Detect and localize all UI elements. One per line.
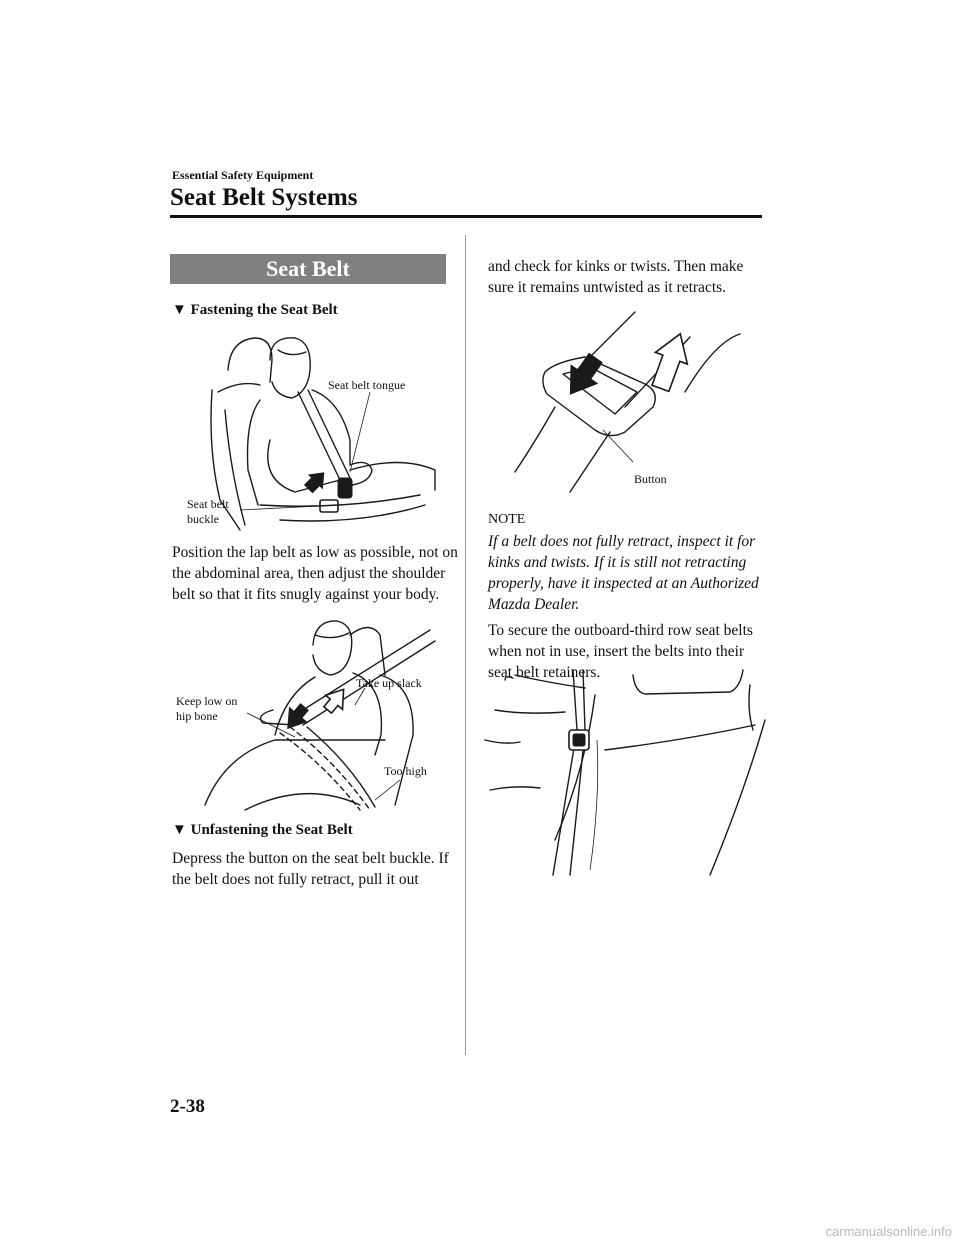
note-text: If a belt does not fully retract, inspect it for kinks and twists. If it is still not retracting properly, have it inspected at an Authorized Mazda Dealer. — [488, 533, 759, 613]
paragraph-third-row-retainers: To secure the outboard-third row seat belts when not in use, insert the belts into their seat belt retainers. — [488, 622, 753, 681]
section-banner: Seat Belt — [170, 254, 446, 284]
section-label: Essential Safety Equipment — [172, 168, 314, 182]
watermark: carmanualsonline.info — [825, 1224, 952, 1239]
label-seat-belt-buckle-2: buckle — [187, 512, 219, 526]
label-seat-belt-tongue: Seat belt tongue — [328, 378, 406, 392]
page-title: Seat Belt Systems — [170, 184, 358, 211]
heading-fastening-text: Fastening the Seat Belt — [190, 302, 338, 318]
label-keep-low-2: hip bone — [176, 709, 218, 723]
heading-unfastening-text: Unfastening the Seat Belt — [190, 822, 353, 838]
label-button: Button — [634, 472, 667, 486]
label-seat-belt-buckle-1: Seat belt — [187, 497, 229, 511]
heading-fastening — [172, 302, 338, 319]
note-label: NOTE — [488, 512, 526, 527]
triangle-down-icon: ▼ — [172, 302, 187, 318]
title-rule — [170, 215, 762, 218]
page-number: 2-38 — [170, 1096, 205, 1117]
figure-fastening — [200, 330, 445, 535]
figure-belt-retainer — [485, 670, 770, 880]
label-take-up-slack: Take up slack — [356, 676, 422, 690]
figure-lap-belt-position — [185, 615, 440, 815]
triangle-down-icon: ▼ — [172, 822, 187, 838]
heading-unfastening — [172, 822, 353, 839]
paragraph-retract-check: and check for kinks or twists. Then make sure it remains untwisted as it retracts. — [488, 258, 744, 296]
paragraph-lap-belt: Position the lap belt as low as possible, not on the abdominal area, then adjust the shoulder belt so that it fits snugly against your body. — [172, 544, 458, 603]
paragraph-unfastening: Depress the button on the seat belt buckle. If the belt does not fully retract, pull it out — [172, 850, 449, 888]
label-keep-low-1: Keep low on — [176, 694, 238, 708]
figure-buckle-button — [515, 312, 745, 497]
label-too-high: Too high — [384, 764, 427, 778]
column-divider — [465, 235, 466, 1055]
